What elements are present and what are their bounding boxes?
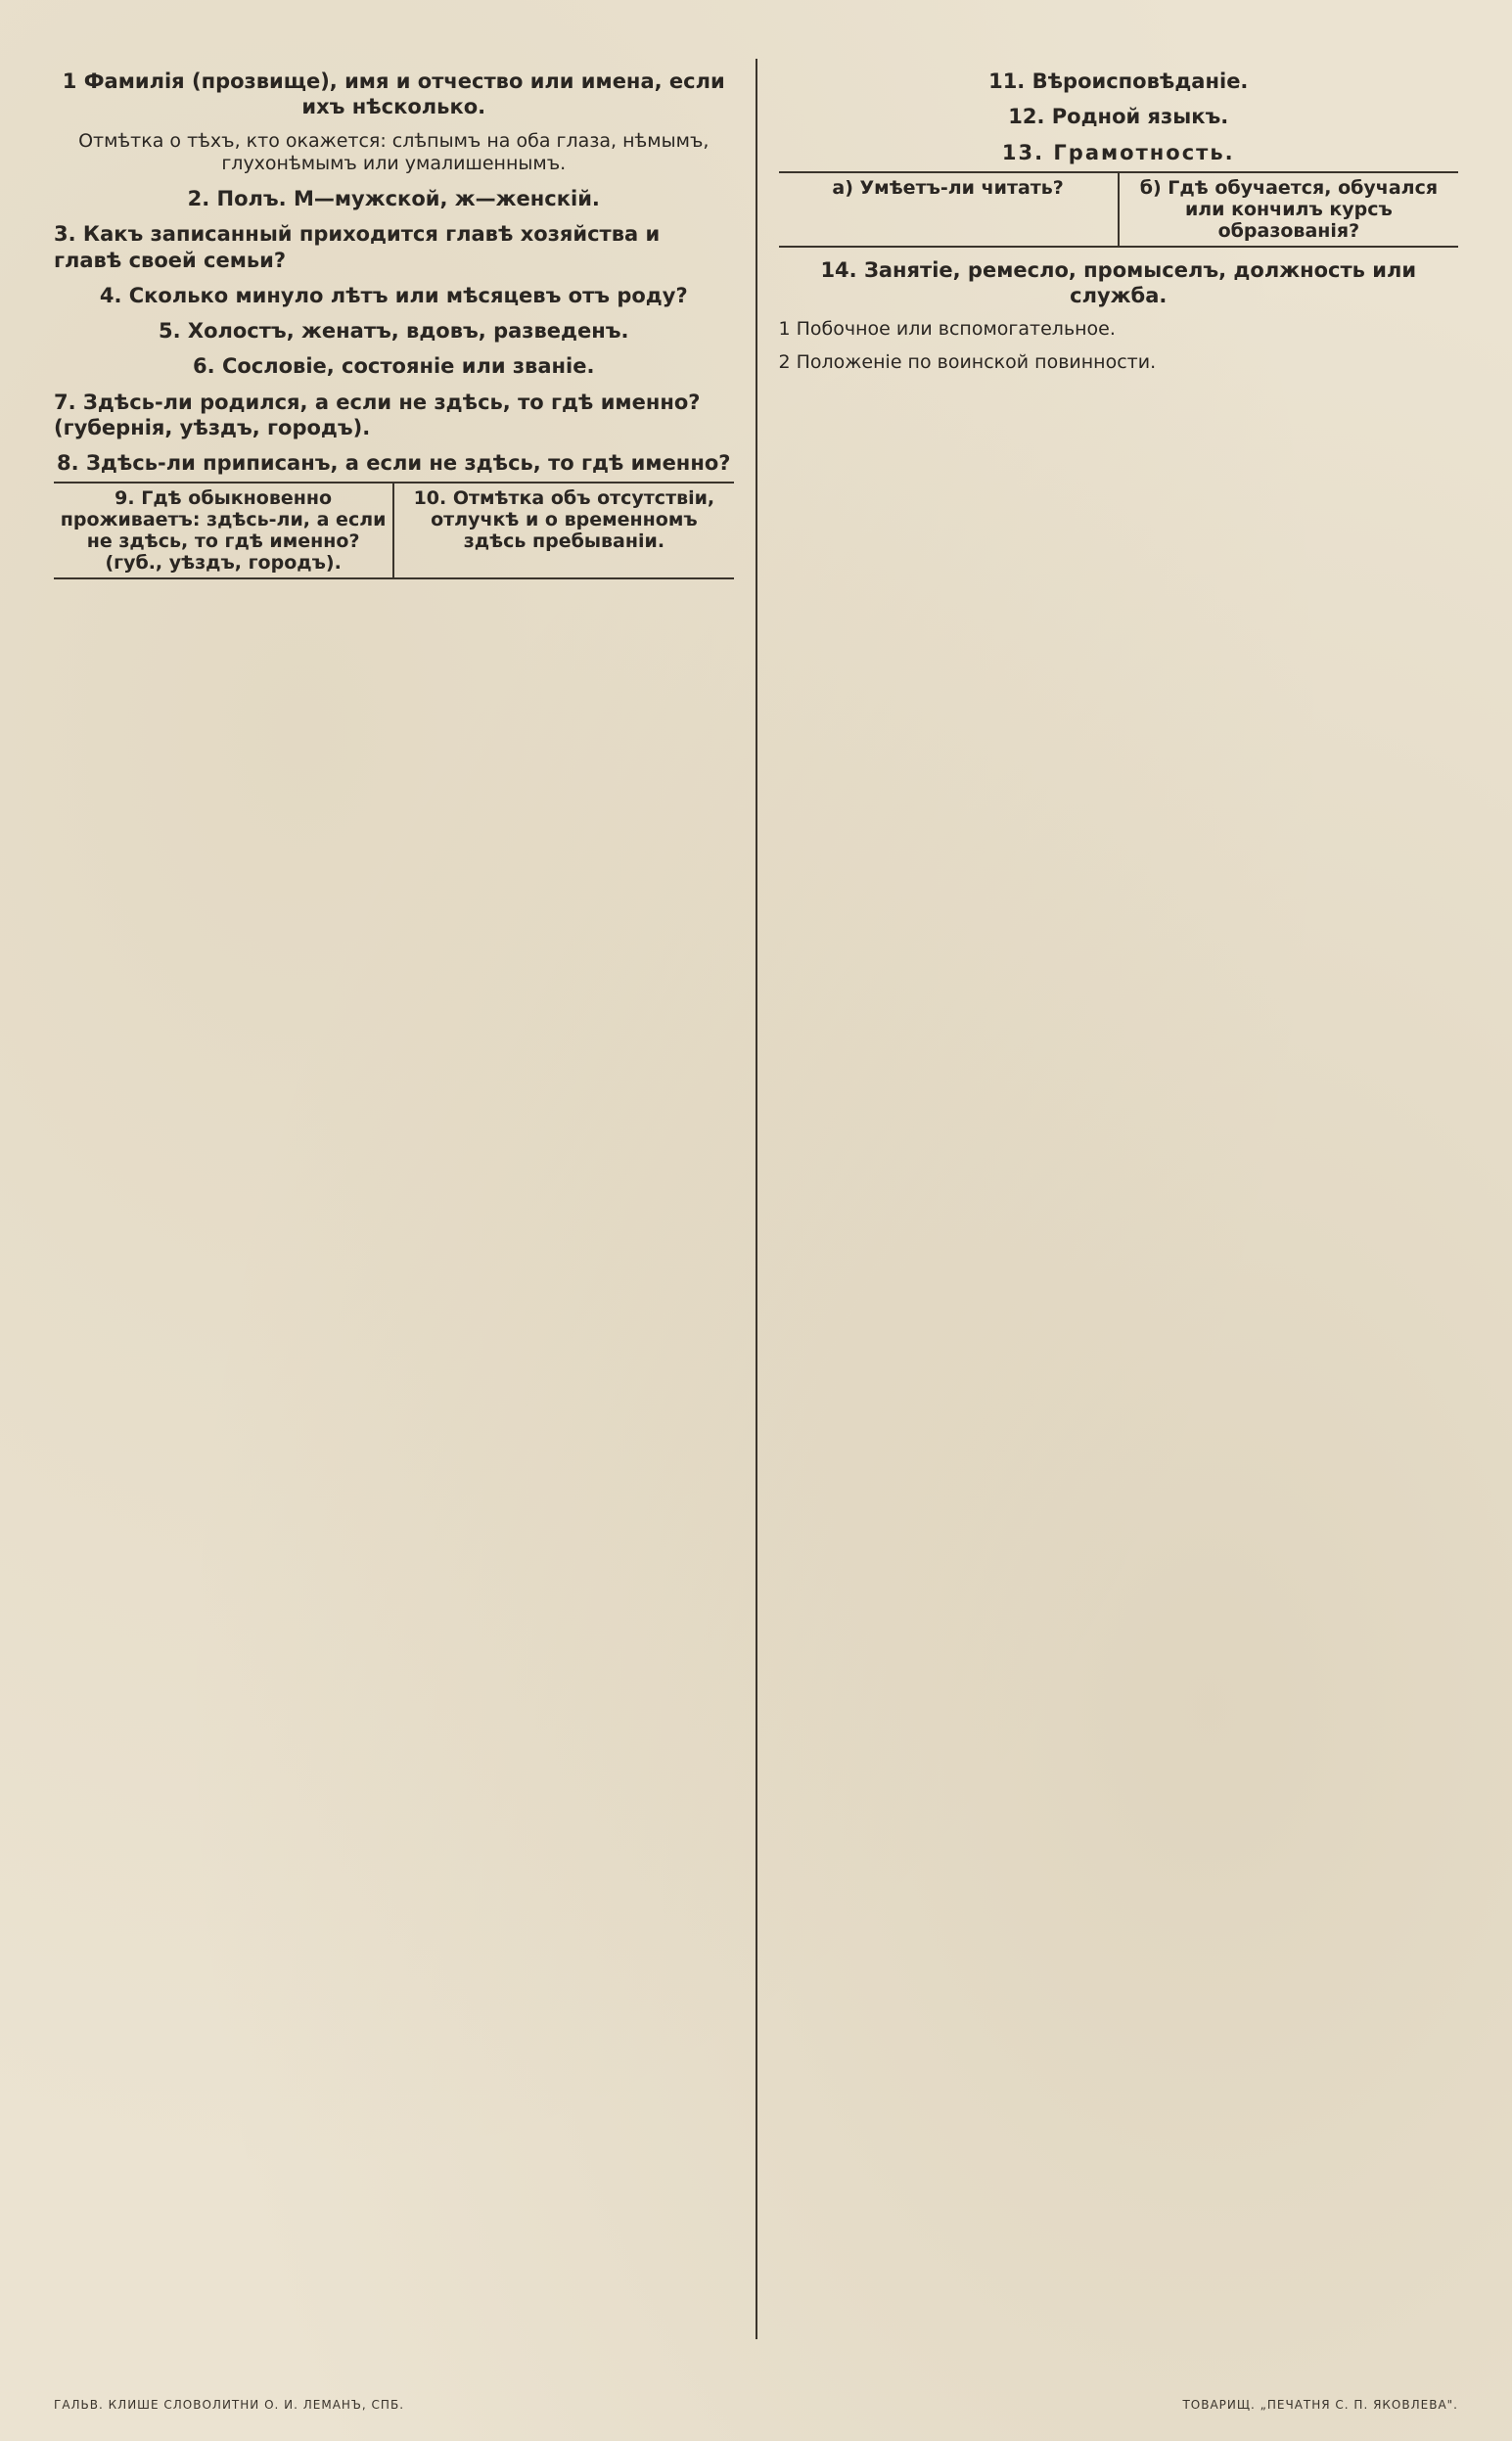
footer bbox=[54, 2398, 1458, 2412]
section-heading-5: 5. Холостъ, женатъ, вдовъ, разведенъ. bbox=[158, 319, 629, 343]
section-heading-6: 6. Сословіе, состояніе или званіе. bbox=[193, 354, 595, 379]
footer-left: ГАЛЬВ. КЛИШЕ СЛОВОЛИТНИ О. И. ЛЕМАНЪ, СПБ. bbox=[54, 2398, 405, 2412]
left-column bbox=[54, 59, 734, 2339]
section-heading-14: 14. Занятіе, ремесло, промыселъ, должность или служба. bbox=[820, 257, 1417, 307]
footer-right: ТОВАРИЩ. „ПЕЧАТНЯ С. П. ЯКОВЛЕВА". bbox=[1182, 2398, 1458, 2412]
section-heading-13b: б) Гдѣ обучается, обучался или кончилъ курсъ образованія? bbox=[1118, 173, 1458, 246]
section-heading-11: 11. Вѣроисповѣданіе. bbox=[988, 69, 1249, 93]
section-heading-8: 8. Здѣсь-ли приписанъ, а если не здѣсь, то гдѣ именно? bbox=[57, 451, 731, 475]
section-heading-3: 3. Какъ записанный приходится главѣ хозяйства и главѣ своей семьи? bbox=[54, 222, 661, 272]
footnote-heading-14b1: 1 Побочное или вспомогательное. bbox=[778, 318, 1116, 341]
section-heading-12: 12. Родной языкъ. bbox=[1008, 105, 1229, 129]
section-heading-13a: а) Умѣетъ-ли читать? bbox=[832, 176, 1064, 199]
section-heading-1: 1 Фамилія (прозвище), имя и отчество или имена, если ихъ нѣсколько. bbox=[62, 69, 725, 119]
section-heading-10: 10. Отмѣтка объ отсутствіи, отлучкѣ и о временномъ здѣсь пребываніи. bbox=[392, 484, 733, 577]
section-heading-9: 9. Гдѣ обыкновенно проживаетъ: здѣсь-ли, а если не здѣсь, то гдѣ именно? (губ., уѣздъ, городъ). bbox=[60, 487, 387, 575]
section-heading-13: 13. Грамотность. bbox=[1001, 140, 1235, 164]
section-subheading-1: Отмѣтка о тѣхъ, кто окажется: слѣпымъ на оба глаза, нѣмымъ, глухонѣмымъ или умалишеннымъ. bbox=[78, 129, 710, 175]
section-heading-4: 4. Сколько минуло лѣтъ или мѣсяцевъ отъ роду? bbox=[99, 283, 688, 307]
section-heading-7: 7. Здѣсь-ли родился, а если не здѣсь, то гдѣ именно? (губернія, уѣздъ, городъ). bbox=[54, 390, 701, 439]
right-column bbox=[779, 59, 1459, 2339]
section-heading-2: 2. Полъ. М—мужской, ж—женскій. bbox=[187, 187, 600, 210]
column-divider bbox=[756, 59, 757, 2339]
section-heading-9-10 bbox=[54, 482, 734, 579]
section-heading-13-parts bbox=[779, 171, 1459, 248]
footnote-heading-14b2: 2 Положеніе по воинской повинности. bbox=[778, 351, 1157, 373]
